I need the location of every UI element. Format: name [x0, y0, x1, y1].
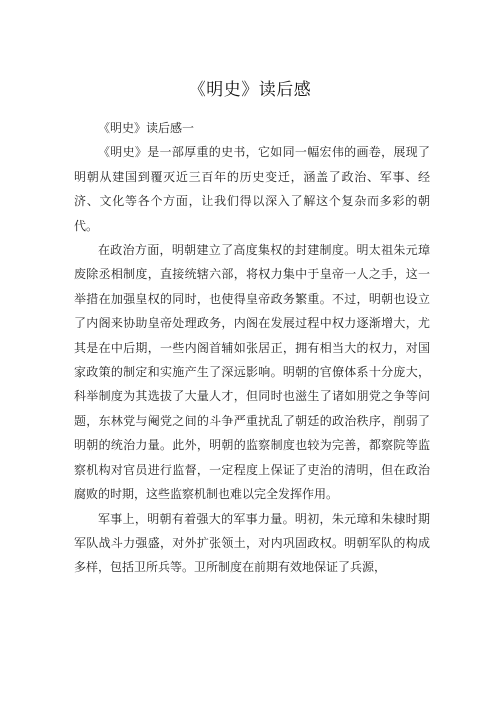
document-title: 《明史》读后感 — [188, 80, 312, 100]
paragraph-intro: 《明史》是一部厚重的史书，它如同一幅宏伟的画卷，展现了明朝从建国到覆灭近三百年的历史变迁，涵盖了政治、军事、经济、文化等各个方面，让我们得以深入了解这个复杂而多彩的朝代。 — [74, 145, 430, 233]
paragraph-military: 军事上，明朝有着强大的军事力量。明初，朱元璋和朱棣时期军队战斗力强盛，对外扩张领土，对内巩固政权。明朝军队的构成多样，包括卫所兵等。卫所制度在前期有效地保证了兵源， — [74, 511, 430, 575]
document-subtitle: 《明史》读后感一 — [98, 121, 195, 135]
document-body — [74, 116, 430, 580]
paragraph-politics: 在政治方面，明朝建立了高度集权的封建制度。明太祖朱元璋废除丞相制度，直接统辖六部，将权力集中于皇帝一人之手，这一举措在加强皇权的同时，也使得皇帝政务繁重。不过，明朝也设立了内阁来协助皇帝处理政务，内阁在发展过程中权力逐渐增大，尤其是在中后期，一些内阁首辅如张居正，拥有相当大的权力，对国家政策的制定和实施产生了深远影响。明朝的官僚体系十分庞大，科举制度为其选拔了大量人才，但同时也滋生了诸如朋党之争等问题，东林党与阉党之间的斗争严重扰乱了朝廷的政治秩序，削弱了明朝的统治力量。此外，明朝的监察制度也较为完善，都察院等监察机构对官员进行监督，一定程度上保证了吏治的清明，但在政治腐败的时期，这些监察机制也难以完全发挥作用。 — [74, 243, 430, 502]
